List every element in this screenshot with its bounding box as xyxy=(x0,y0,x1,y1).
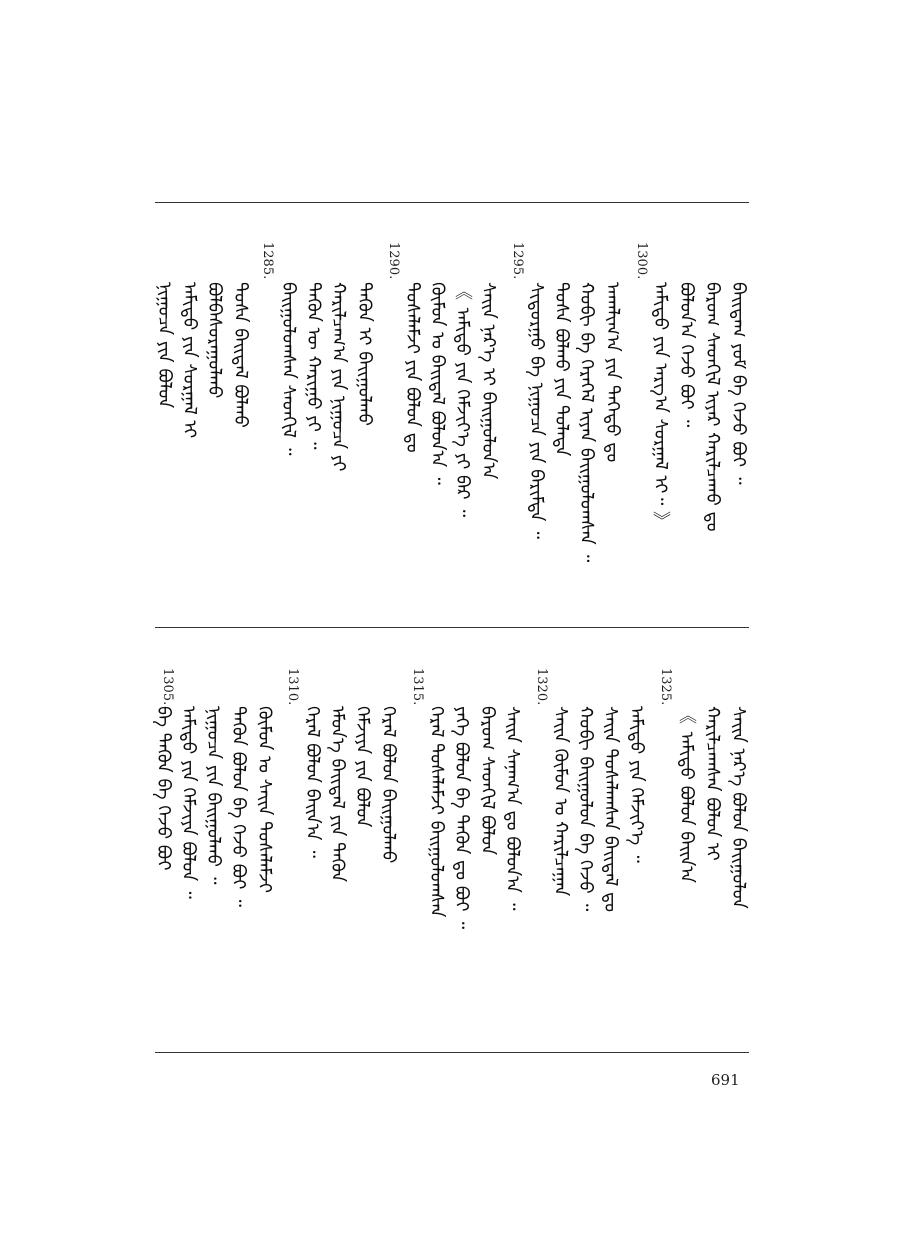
line-text: ᠭᠡᠷᠡᠯ ᠪᠣᠯᠤᠨ ᠪᠠᠢᠭᠤᠯᠬᠤ xyxy=(378,706,399,864)
line-text: ᠲᠤᠰᠠᠯᠠᠮᠵᠢ ᠶᠢᠨ ᠪᠣᠯᠤᠨ ᠳᠤ xyxy=(402,282,423,453)
line-text: ᠪᠠᠷᠤᠭ ᠰᠡᠳᠬᠢᠯ ᠢᠶᠡᠷ ᠬᠠᠷᠢᠯᠴᠠᠬᠤ ᠳᠤ xyxy=(702,282,723,532)
line-text: ᠪᠠᠷᠤᠭ ᠰᠡᠳᠬᠢᠯ ᠪᠣᠯᠤᠨ xyxy=(477,706,498,856)
line-number-1285: 1285. xyxy=(260,242,275,280)
line-text: ᠰᠠᠢ᠌ᠨ ᠨᠡᠷ᠎ᠡ ᠪᠣᠯᠤᠨ ᠪᠠᠢᠭᠤᠯᠤᠨ xyxy=(728,706,749,909)
line-number-1295: 1295. xyxy=(510,242,525,280)
line-text: ᠰᠠᠢ᠌ᠨ ᠲᠤᠰᠠᠯᠠᠭᠰᠠᠨ ᠪᠠᠢᠳᠠᠯ ᠳᠤ xyxy=(600,706,621,913)
line-text: ᠬᠦᠮᠦᠨ ᠤ ᠰᠠᠢ᠌ᠨ ᠲᠤᠰᠠᠯᠠᠮᠵᠢ xyxy=(254,706,275,893)
line-number-1315: 1315. xyxy=(410,668,425,706)
line-text: 《 ᠠᠮᠢᠳᠤ ᠶᠢᠨ ᠬᠡᠮᠵᠢᠶ᠎ᠡ ᠶᠢ ᠪᠡᠷ ᠃ xyxy=(452,282,473,518)
line-text: ᠨᠢᠭᠤᠴᠠ ᠶᠢᠨ ᠪᠠᠢᠭᠤᠯᠬᠤ ᠃ xyxy=(203,706,224,885)
line-number-1325: 1325. xyxy=(658,668,673,706)
middle-rule xyxy=(155,627,749,628)
line-text: ᠠᠬᠠᠯᠢᠭ᠎ᠠ ᠶᠢᠨ ᠳᠡᠭᠡᠳᠦ ᠳᠤ xyxy=(602,282,623,463)
line-text: ᠡᠮᠦᠨ᠎ᠡ ᠪᠠᠢᠳᠠᠯ ᠶᠢᠨ ᠲᠡᠭᠦᠨ xyxy=(327,706,348,883)
line-text: ᠲᠡᠭᠦᠨ ᠪᠣᠯᠤᠨ ᠪᠠ ᠭᠡᠵᠦ ᠪᠣᠢ ᠃ xyxy=(228,706,249,907)
line-number-1310: 1310. xyxy=(285,668,300,706)
line-text: ᠶᠡᠬᠡ ᠪᠣᠯᠤᠨ ᠪᠠ ᠲᠡᠭᠦᠨ ᠳᠤ ᠪᠣᠢ ᠃ xyxy=(451,706,472,930)
line-text: ᠪᠠ ᠲᠡᠭᠦᠨ ᠪᠠ ᠭᠡᠵᠦ ᠪᠣᠢ xyxy=(153,706,174,871)
line-text: ᠬᠤᠪᠢ ᠪᠠ ᠭᠡᠷᠡᠭᠡᠯ ᠢᠶᠡᠨ ᠪᠠᠢᠭᠤᠯᠤᠭᠰᠠᠨ ᠃ xyxy=(576,282,597,563)
line-text: ᠬᠤᠪᠢ ᠪᠠᠢᠭᠤᠯᠤᠨ ᠪᠠ ᠭᠡᠵᠦ ᠃ xyxy=(575,706,596,912)
line-text: ᠲᠤᠰᠠ ᠪᠣᠯᠬᠤ ᠶᠢᠨ ᠲᠤᠯᠠᠳᠠ xyxy=(551,282,572,457)
line-text: ᠬᠠᠷᠢᠯᠴᠠᠭ᠎ᠠ ᠶᠢᠨ ᠨᠢᠭᠤᠴᠠ ᠶᠢ xyxy=(328,282,349,472)
line-text: ᠬᠦᠮᠦᠨ ᠤ ᠪᠠᠢᠳᠠᠯ ᠪᠣᠯᠤᠨ᠎ᠠ ᠃ xyxy=(427,282,448,485)
line-text: ᠠᠮᠢᠳᠤ ᠶᠢᠨ ᠬᠡᠮᠵᠢᠶ᠎ᠡ ᠃ xyxy=(626,706,647,863)
line-text: ᠠᠮᠢᠳᠤ ᠶᠢᠨ ᠰᠤᠷᠭᠠᠯ ᠢ xyxy=(179,282,200,439)
line-text: ᠠᠮᠢᠳᠤ ᠶᠢᠨ ᠬᠡᠮᠵᠢᠶᠡ ᠪᠣᠯᠤᠨ ᠃ xyxy=(178,706,199,899)
line-text: ᠲᠡᠭᠦᠨ ᠢ ᠪᠠᠢᠭᠤᠯᠬᠤ xyxy=(354,282,375,426)
line-text: ᠲᠤᠰᠠ ᠪᠠᠢᠳᠠᠯ ᠪᠣᠯᠬᠤ xyxy=(230,282,251,428)
line-text: ᠭᠡᠷᠡᠯ ᠲᠤᠰᠠᠯᠠᠮᠵᠢ ᠪᠠᠢᠭᠤᠯᠤᠭᠰᠠᠨ xyxy=(426,706,447,918)
line-number-1305: 1305. xyxy=(160,668,175,706)
line-text: ᠠᠮᠢᠳᠤ ᠶᠢᠨ ᠠᠷᠭ᠎ᠠ ᠰᠤᠷᠭᠠᠯ ᠢ᠃ 》 xyxy=(650,282,671,530)
line-text: ᠪᠠᠢ᠌ᠳᠠᠭ ᠶᠤᠮ ᠪᠠ ᠭᠡᠵᠦ ᠪᠣᠢ ᠃ xyxy=(728,282,749,485)
bottom-rule xyxy=(155,1052,749,1053)
line-text: ᠨᠢᠭᠤᠴᠠ ᠶᠢᠨ ᠪᠣᠯᠤᠨ xyxy=(154,282,175,409)
line-text: ᠪᠣᠯᠤᠨ᠎ᠠ ᠭᠡᠵᠦ ᠪᠣᠢ ᠃ xyxy=(676,282,697,428)
line-text: ᠪᠠᠢᠭᠤᠯᠤᠭᠰᠠᠨ ᠰᠡᠳᠬᠢᠯ ᠃ xyxy=(278,282,299,456)
line-number-1320: 1320. xyxy=(534,668,549,706)
page-number: 691 xyxy=(711,1071,740,1089)
line-text: ᠪᠣᠯᠪᠠᠰᠤᠷᠠᠭᠤᠯᠬᠤ xyxy=(204,282,225,399)
line-text: ᠰᠠᠢ᠌ᠨ ᠰᠠᠨᠠᠭ᠎ᠠ ᠳᠤ ᠪᠣᠯᠤᠨ᠎ᠠ ᠃ xyxy=(502,706,523,911)
line-text: ᠰᠠᠢ᠌ᠨ ᠬᠦᠮᠦᠨ ᠤ ᠬᠠᠷᠢᠯᠴᠠᠭᠠᠨ xyxy=(550,706,571,897)
line-number-1290: 1290. xyxy=(386,242,401,280)
line-text: ᠭᠡᠷᠡᠯ ᠪᠣᠯᠤᠨ ᠪᠠᠢᠨ᠎ᠠ ᠃ xyxy=(302,706,323,858)
line-text: ᠲᠡᠭᠦᠨ ᠦ ᠬᠠᠷᠢᠭᠤ ᠶᠢ ᠃ xyxy=(303,282,324,450)
line-text: ᠬᠡᠮᠵᠢᠶᠡ ᠶᠢᠨ ᠪᠣᠯᠤᠨ xyxy=(352,706,373,828)
line-text: 《 ᠠᠮᠢᠳᠤ ᠪᠣᠯᠤᠨ ᠪᠠᠢᠨ᠎ᠠ xyxy=(676,706,697,883)
line-number-1300: 1300. xyxy=(634,242,649,280)
top-rule xyxy=(155,202,749,203)
line-text: ᠰᠢᠳᠤᠷᠭᠤ ᠪᠠ ᠨᠢᠭᠤᠴᠠ ᠶᠢᠨ ᠪᠠᠷᠢᠮᠲᠠ ᠃ xyxy=(526,282,547,539)
line-text: ᠬᠠᠷᠢᠯᠴᠠᠭᠰᠠᠨ ᠪᠣᠯᠤᠨ ᠢ xyxy=(702,706,723,861)
line-text: ᠰᠠᠢ᠌ᠨ ᠨᠡᠷ᠎ᠡ ᠢ ᠪᠠᠢᠭᠤᠯᠤᠨ᠎ᠠ xyxy=(478,282,499,480)
